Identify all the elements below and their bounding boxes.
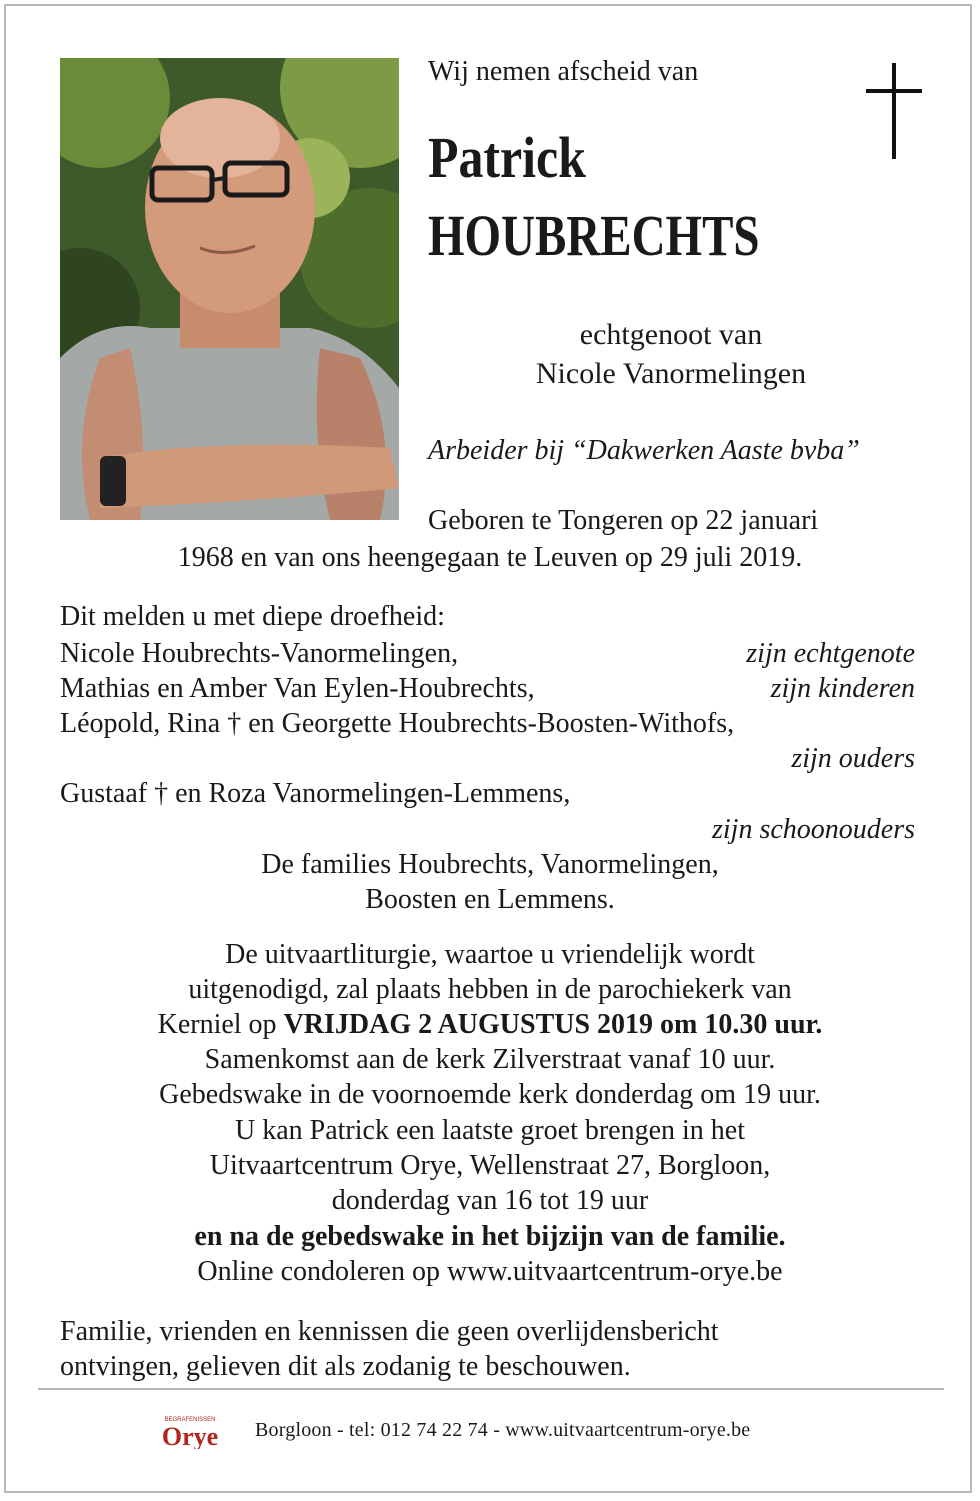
service-line-9: en na de gebedswake in het bijzijn van de familie. [194,1221,786,1252]
family-name-3: Léopold, Rina † en Georgette Houbrechts-Boosten-Withofs, [60,708,735,739]
closing-line-2: ontvingen, gelieven dit als zodanig te beschouwen. [60,1351,631,1382]
cross-icon [866,63,922,159]
service-line-2: uitgenodigd, zal plaats hebben in de parochiekerk van [188,974,792,1005]
service-date: VRIJDAG 2 AUGUSTUS 2019 om 10.30 uur. [283,1009,823,1040]
spouse-label: echtgenoot van [579,318,763,351]
occupation: Arbeider bij “Dakwerken Aaste bvba” [428,435,860,466]
intro-text: Wij nemen afscheid van [428,56,699,87]
service-line-5: Gebedswake in de voornoemde kerk donderdag om 19 uur. [159,1079,821,1110]
families-line-1: De families Houbrechts, Vanormelingen, [261,849,719,880]
orye-logo [150,1413,230,1449]
divider [38,1388,944,1390]
last-name: HOUBRECHTS [428,203,760,268]
family-intro: Dit melden u met diepe droefheid: [60,601,445,632]
service-line-3 [40,1011,940,1039]
spouse-name: Nicole Vanormelingen [535,357,807,390]
family-name-1: Nicole Houbrechts-Vanormelingen, [60,638,459,669]
family-role-1: zijn echtgenote [746,638,915,669]
family-role-3: zijn ouders [791,743,915,774]
service-line-1: De uitvaartliturgie, waartoe u vriendelijk wordt [225,939,755,970]
condolence-link[interactable]: Online condoleren op www.uitvaartcentrum-orye.be [197,1256,783,1287]
service-line-8: donderdag van 16 tot 19 uur [331,1185,649,1216]
portrait-photo [60,58,399,520]
service-line-3-prefix: Kerniel op [157,1009,284,1040]
service-line-7: Uitvaartcentrum Orye, Wellenstraat 27, Borgloon, [209,1150,771,1181]
birth-line-2: 1968 en van ons heengegaan te Leuven op 29 juli 2019. [177,542,803,573]
logo-subtext: BEGRAFENISSEN [164,1417,216,1423]
logo-text: Orye [161,1422,219,1449]
footer-contact: Borgloon - tel: 012 74 22 74 - www.uitvaartcentrum-orye.be [255,1419,751,1441]
families-line-2: Boosten en Lemmens. [365,884,615,915]
footer [0,1413,980,1453]
first-name: Patrick [428,125,586,190]
closing-line-1: Familie, vrienden en kennissen die geen overlijdensbericht [60,1316,719,1347]
service-line-4: Samenkomst aan de kerk Zilverstraat vanaf 10 uur. [204,1044,776,1075]
service-line-6: U kan Patrick een laatste groet brengen in het [234,1115,746,1146]
family-name-4: Gustaaf † en Roza Vanormelingen-Lemmens, [60,778,571,809]
family-role-2: zijn kinderen [770,673,915,704]
family-name-2: Mathias en Amber Van Eylen-Houbrechts, [60,673,535,704]
family-role-4: zijn schoonouders [712,814,915,845]
birth-line-1: Geboren te Tongeren op 22 januari [428,505,819,536]
